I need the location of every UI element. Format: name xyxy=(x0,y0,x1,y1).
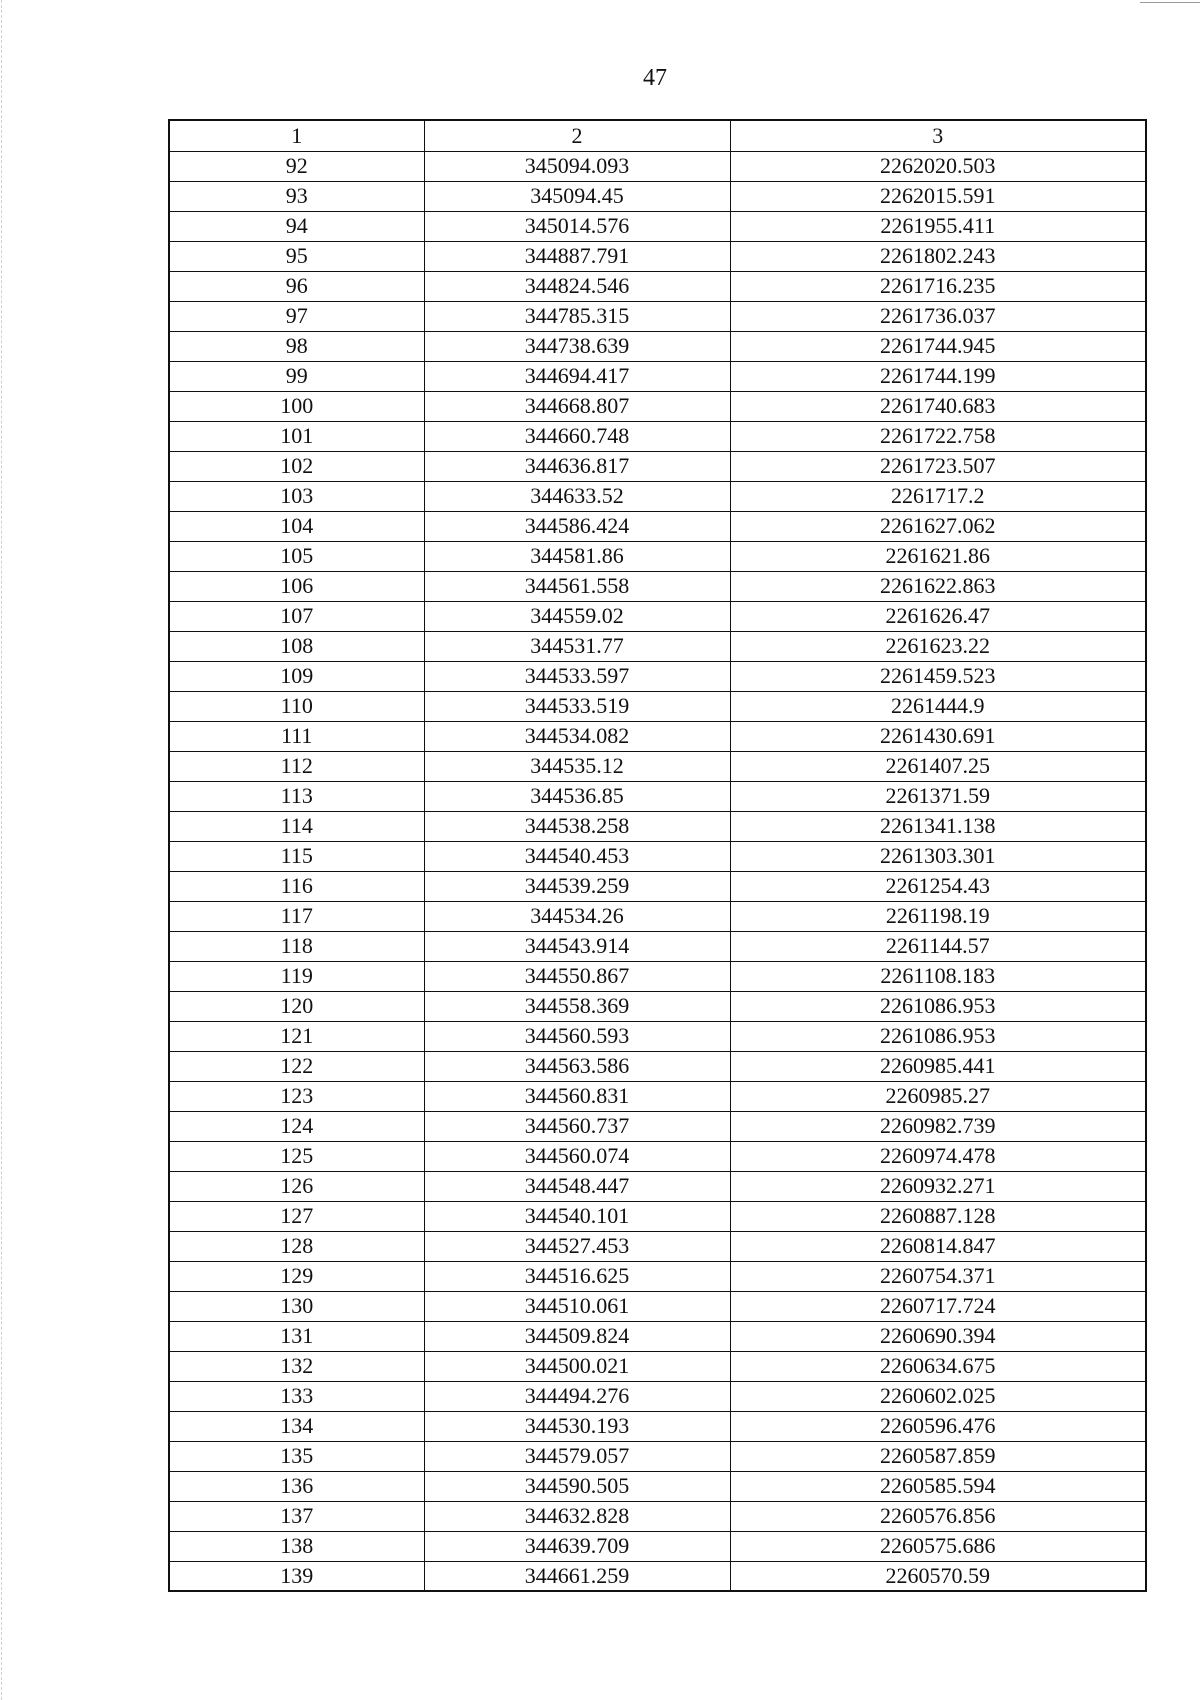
y-coordinate-cell: 2262020.503 xyxy=(730,151,1146,181)
x-coordinate-cell: 345014.576 xyxy=(424,211,730,241)
point-number-cell: 126 xyxy=(169,1171,424,1201)
y-coordinate-cell: 2261144.57 xyxy=(730,931,1146,961)
y-coordinate-cell: 2261716.235 xyxy=(730,271,1146,301)
x-coordinate-cell: 344559.02 xyxy=(424,601,730,631)
point-number-cell: 120 xyxy=(169,991,424,1021)
table-row xyxy=(169,1201,1146,1231)
table-row xyxy=(169,1081,1146,1111)
point-number-cell: 118 xyxy=(169,931,424,961)
table-row xyxy=(169,1051,1146,1081)
table-row xyxy=(169,661,1146,691)
x-coordinate-cell: 344560.074 xyxy=(424,1141,730,1171)
y-coordinate-cell: 2260690.394 xyxy=(730,1321,1146,1351)
x-coordinate-cell: 344561.558 xyxy=(424,571,730,601)
table-row xyxy=(169,1321,1146,1351)
x-coordinate-cell: 344636.817 xyxy=(424,451,730,481)
x-coordinate-cell: 344558.369 xyxy=(424,991,730,1021)
point-number-cell: 134 xyxy=(169,1411,424,1441)
x-coordinate-cell: 344661.259 xyxy=(424,1561,730,1591)
table-row xyxy=(169,1141,1146,1171)
x-coordinate-cell: 344540.453 xyxy=(424,841,730,871)
x-coordinate-cell: 344534.082 xyxy=(424,721,730,751)
point-number-cell: 125 xyxy=(169,1141,424,1171)
point-number-cell: 102 xyxy=(169,451,424,481)
y-coordinate-cell: 2261722.758 xyxy=(730,421,1146,451)
y-coordinate-cell: 2261459.523 xyxy=(730,661,1146,691)
y-coordinate-cell: 2261627.062 xyxy=(730,511,1146,541)
y-coordinate-cell: 2261621.86 xyxy=(730,541,1146,571)
column-header-3: 3 xyxy=(730,120,1146,151)
x-coordinate-cell: 344538.258 xyxy=(424,811,730,841)
table-row xyxy=(169,541,1146,571)
y-coordinate-cell: 2261955.411 xyxy=(730,211,1146,241)
table-row xyxy=(169,1561,1146,1591)
y-coordinate-cell: 2260602.025 xyxy=(730,1381,1146,1411)
coordinates-table xyxy=(168,119,1147,1592)
point-number-cell: 116 xyxy=(169,871,424,901)
header-row xyxy=(169,120,1146,151)
x-coordinate-cell: 344509.824 xyxy=(424,1321,730,1351)
y-coordinate-cell: 2260887.128 xyxy=(730,1201,1146,1231)
point-number-cell: 108 xyxy=(169,631,424,661)
point-number-cell: 97 xyxy=(169,301,424,331)
point-number-cell: 119 xyxy=(169,961,424,991)
table-row xyxy=(169,211,1146,241)
table-row xyxy=(169,901,1146,931)
y-coordinate-cell: 2260814.847 xyxy=(730,1231,1146,1261)
point-number-cell: 132 xyxy=(169,1351,424,1381)
y-coordinate-cell: 2260754.371 xyxy=(730,1261,1146,1291)
x-coordinate-cell: 345094.093 xyxy=(424,151,730,181)
table-header xyxy=(169,120,1146,151)
y-coordinate-cell: 2261303.301 xyxy=(730,841,1146,871)
y-coordinate-cell: 2260985.441 xyxy=(730,1051,1146,1081)
table-row xyxy=(169,1531,1146,1561)
table-row xyxy=(169,721,1146,751)
x-coordinate-cell: 344590.505 xyxy=(424,1471,730,1501)
y-coordinate-cell: 2260634.675 xyxy=(730,1351,1146,1381)
table-row xyxy=(169,601,1146,631)
page-number: 47 xyxy=(643,65,667,91)
x-coordinate-cell: 344533.597 xyxy=(424,661,730,691)
point-number-cell: 127 xyxy=(169,1201,424,1231)
y-coordinate-cell: 2260974.478 xyxy=(730,1141,1146,1171)
x-coordinate-cell: 344533.519 xyxy=(424,691,730,721)
x-coordinate-cell: 344535.12 xyxy=(424,751,730,781)
y-coordinate-cell: 2261371.59 xyxy=(730,781,1146,811)
point-number-cell: 107 xyxy=(169,601,424,631)
column-header-1: 1 xyxy=(169,120,424,151)
table-row xyxy=(169,1021,1146,1051)
table-row xyxy=(169,1501,1146,1531)
table-row xyxy=(169,631,1146,661)
x-coordinate-cell: 344530.193 xyxy=(424,1411,730,1441)
point-number-cell: 105 xyxy=(169,541,424,571)
table-row xyxy=(169,151,1146,181)
y-coordinate-cell: 2260585.594 xyxy=(730,1471,1146,1501)
point-number-cell: 115 xyxy=(169,841,424,871)
x-coordinate-cell: 344639.709 xyxy=(424,1531,730,1561)
x-coordinate-cell: 344527.453 xyxy=(424,1231,730,1261)
y-coordinate-cell: 2261622.863 xyxy=(730,571,1146,601)
x-coordinate-cell: 344510.061 xyxy=(424,1291,730,1321)
y-coordinate-cell: 2261407.25 xyxy=(730,751,1146,781)
table-row xyxy=(169,1471,1146,1501)
y-coordinate-cell: 2261802.243 xyxy=(730,241,1146,271)
y-coordinate-cell: 2261723.507 xyxy=(730,451,1146,481)
x-coordinate-cell: 344560.737 xyxy=(424,1111,730,1141)
y-coordinate-cell: 2261744.945 xyxy=(730,331,1146,361)
y-coordinate-cell: 2260570.59 xyxy=(730,1561,1146,1591)
x-coordinate-cell: 345094.45 xyxy=(424,181,730,211)
table-row xyxy=(169,841,1146,871)
point-number-cell: 129 xyxy=(169,1261,424,1291)
table-row xyxy=(169,1351,1146,1381)
x-coordinate-cell: 344500.021 xyxy=(424,1351,730,1381)
point-number-cell: 111 xyxy=(169,721,424,751)
point-number-cell: 106 xyxy=(169,571,424,601)
x-coordinate-cell: 344536.85 xyxy=(424,781,730,811)
scan-edge-top xyxy=(1140,2,1200,3)
y-coordinate-cell: 2261626.47 xyxy=(730,601,1146,631)
table-row xyxy=(169,1411,1146,1441)
table-body xyxy=(169,151,1146,1591)
x-coordinate-cell: 344534.26 xyxy=(424,901,730,931)
table-row xyxy=(169,1111,1146,1141)
y-coordinate-cell: 2260575.686 xyxy=(730,1531,1146,1561)
y-coordinate-cell: 2261430.691 xyxy=(730,721,1146,751)
y-coordinate-cell: 2260587.859 xyxy=(730,1441,1146,1471)
x-coordinate-cell: 344824.546 xyxy=(424,271,730,301)
table-row xyxy=(169,991,1146,1021)
y-coordinate-cell: 2261341.138 xyxy=(730,811,1146,841)
table-row xyxy=(169,961,1146,991)
x-coordinate-cell: 344660.748 xyxy=(424,421,730,451)
y-coordinate-cell: 2261086.953 xyxy=(730,1021,1146,1051)
x-coordinate-cell: 344563.586 xyxy=(424,1051,730,1081)
y-coordinate-cell: 2261254.43 xyxy=(730,871,1146,901)
y-coordinate-cell: 2262015.591 xyxy=(730,181,1146,211)
point-number-cell: 110 xyxy=(169,691,424,721)
x-coordinate-cell: 344543.914 xyxy=(424,931,730,961)
x-coordinate-cell: 344494.276 xyxy=(424,1381,730,1411)
table-row xyxy=(169,271,1146,301)
point-number-cell: 136 xyxy=(169,1471,424,1501)
x-coordinate-cell: 344516.625 xyxy=(424,1261,730,1291)
column-header-2: 2 xyxy=(424,120,730,151)
y-coordinate-cell: 2260982.739 xyxy=(730,1111,1146,1141)
table-row xyxy=(169,511,1146,541)
y-coordinate-cell: 2261744.199 xyxy=(730,361,1146,391)
table-row xyxy=(169,1381,1146,1411)
y-coordinate-cell: 2261108.183 xyxy=(730,961,1146,991)
table-row xyxy=(169,1261,1146,1291)
table-row xyxy=(169,871,1146,901)
y-coordinate-cell: 2260932.271 xyxy=(730,1171,1146,1201)
table-row xyxy=(169,571,1146,601)
table-row xyxy=(169,1231,1146,1261)
point-number-cell: 113 xyxy=(169,781,424,811)
table-row xyxy=(169,361,1146,391)
y-coordinate-cell: 2261736.037 xyxy=(730,301,1146,331)
table-row xyxy=(169,331,1146,361)
table-row xyxy=(169,301,1146,331)
point-number-cell: 121 xyxy=(169,1021,424,1051)
y-coordinate-cell: 2261444.9 xyxy=(730,691,1146,721)
table-row xyxy=(169,421,1146,451)
x-coordinate-cell: 344579.057 xyxy=(424,1441,730,1471)
y-coordinate-cell: 2261717.2 xyxy=(730,481,1146,511)
point-number-cell: 135 xyxy=(169,1441,424,1471)
y-coordinate-cell: 2261623.22 xyxy=(730,631,1146,661)
point-number-cell: 109 xyxy=(169,661,424,691)
point-number-cell: 99 xyxy=(169,361,424,391)
y-coordinate-cell: 2260717.724 xyxy=(730,1291,1146,1321)
point-number-cell: 94 xyxy=(169,211,424,241)
x-coordinate-cell: 344531.77 xyxy=(424,631,730,661)
table-row xyxy=(169,451,1146,481)
table-row xyxy=(169,181,1146,211)
x-coordinate-cell: 344738.639 xyxy=(424,331,730,361)
point-number-cell: 128 xyxy=(169,1231,424,1261)
x-coordinate-cell: 344785.315 xyxy=(424,301,730,331)
point-number-cell: 139 xyxy=(169,1561,424,1591)
point-number-cell: 122 xyxy=(169,1051,424,1081)
x-coordinate-cell: 344550.867 xyxy=(424,961,730,991)
x-coordinate-cell: 344668.807 xyxy=(424,391,730,421)
table-row xyxy=(169,391,1146,421)
table-row xyxy=(169,1441,1146,1471)
point-number-cell: 112 xyxy=(169,751,424,781)
point-number-cell: 100 xyxy=(169,391,424,421)
point-number-cell: 133 xyxy=(169,1381,424,1411)
point-number-cell: 130 xyxy=(169,1291,424,1321)
x-coordinate-cell: 344560.593 xyxy=(424,1021,730,1051)
x-coordinate-cell: 344694.417 xyxy=(424,361,730,391)
table-row xyxy=(169,1291,1146,1321)
table-row xyxy=(169,691,1146,721)
table-row xyxy=(169,1171,1146,1201)
point-number-cell: 131 xyxy=(169,1321,424,1351)
y-coordinate-cell: 2260596.476 xyxy=(730,1411,1146,1441)
point-number-cell: 95 xyxy=(169,241,424,271)
point-number-cell: 103 xyxy=(169,481,424,511)
x-coordinate-cell: 344632.828 xyxy=(424,1501,730,1531)
x-coordinate-cell: 344586.424 xyxy=(424,511,730,541)
point-number-cell: 92 xyxy=(169,151,424,181)
x-coordinate-cell: 344887.791 xyxy=(424,241,730,271)
table-row xyxy=(169,751,1146,781)
y-coordinate-cell: 2260576.856 xyxy=(730,1501,1146,1531)
x-coordinate-cell: 344560.831 xyxy=(424,1081,730,1111)
point-number-cell: 137 xyxy=(169,1501,424,1531)
point-number-cell: 138 xyxy=(169,1531,424,1561)
point-number-cell: 93 xyxy=(169,181,424,211)
y-coordinate-cell: 2261740.683 xyxy=(730,391,1146,421)
table-row xyxy=(169,811,1146,841)
table-row xyxy=(169,931,1146,961)
point-number-cell: 114 xyxy=(169,811,424,841)
x-coordinate-cell: 344548.447 xyxy=(424,1171,730,1201)
point-number-cell: 117 xyxy=(169,901,424,931)
y-coordinate-cell: 2260985.27 xyxy=(730,1081,1146,1111)
x-coordinate-cell: 344581.86 xyxy=(424,541,730,571)
table-row xyxy=(169,481,1146,511)
table-row xyxy=(169,241,1146,271)
x-coordinate-cell: 344540.101 xyxy=(424,1201,730,1231)
x-coordinate-cell: 344539.259 xyxy=(424,871,730,901)
y-coordinate-cell: 2261086.953 xyxy=(730,991,1146,1021)
point-number-cell: 101 xyxy=(169,421,424,451)
point-number-cell: 98 xyxy=(169,331,424,361)
table-row xyxy=(169,781,1146,811)
point-number-cell: 96 xyxy=(169,271,424,301)
point-number-cell: 124 xyxy=(169,1111,424,1141)
point-number-cell: 104 xyxy=(169,511,424,541)
x-coordinate-cell: 344633.52 xyxy=(424,481,730,511)
scan-edge-left xyxy=(1,0,2,1700)
y-coordinate-cell: 2261198.19 xyxy=(730,901,1146,931)
point-number-cell: 123 xyxy=(169,1081,424,1111)
